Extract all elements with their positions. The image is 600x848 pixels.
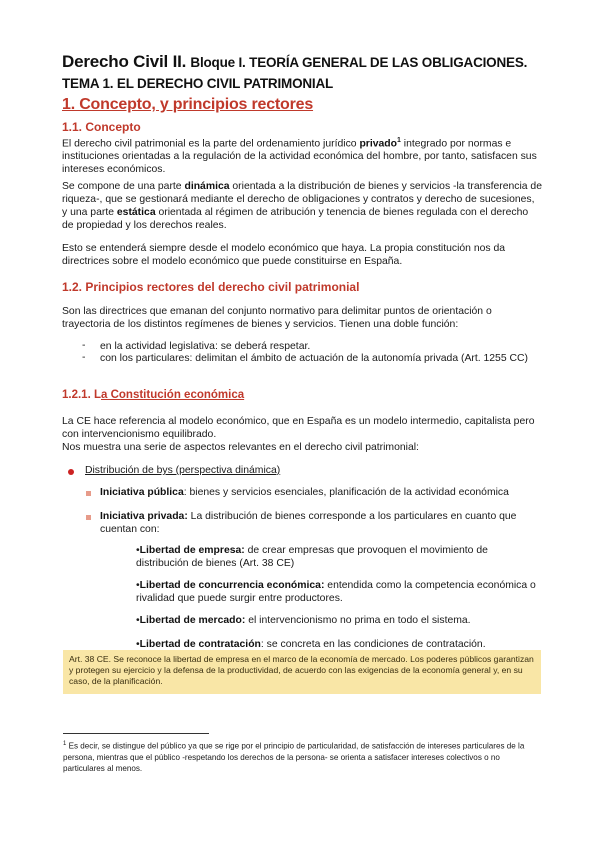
footnote-ref[interactable]: 1: [396, 137, 401, 144]
text-span: : se concreta en las condiciones de contratación.: [260, 639, 486, 650]
iniciativa-privada: [100, 510, 530, 536]
footnote-text: Es decir, se distingue del público ya que se rige por el principio de particularidad, de satisfacción de intereses particulares de la persona, mientras que el público -respetando los derechos de la persona- se orienta a satisfacer intereses colectivos o no particulares al menos.: [63, 741, 525, 773]
document-title: [62, 52, 527, 72]
text-span: el intervencionismo no prima en todo el sistema.: [245, 615, 471, 626]
dash-marker: -: [82, 352, 86, 363]
footnote: [63, 739, 541, 774]
square-marker: [86, 515, 91, 520]
text-span: de crear empresas que provoquen el movimiento de distribución de bienes (Art. 38 CE): [136, 545, 488, 569]
constitucion-heading: [62, 389, 244, 401]
footnote-divider: [63, 733, 209, 734]
text-span: orientada a la distribución de bienes y servicios -la transferencia de riqueza-, que se gestionará mediante el derecho de obligaciones y contratos y derecho de sucesiones, y una parte: [62, 181, 542, 218]
bold-label: Libertad de mercado:: [139, 615, 246, 626]
dash-item-2: con los particulares: delimitan el ámbito de actuación de la autonomía privada (Art. 1255 CC): [100, 353, 528, 364]
bold-term-estatica: estática: [116, 207, 156, 218]
principios-heading: 1.2. Principios rectores del derecho civil patrimonial: [62, 280, 360, 294]
concepto-paragraph-1: [62, 134, 542, 176]
bold-term-privado: privado: [359, 138, 397, 150]
bold-label: Iniciativa pública: [100, 487, 184, 498]
concepto-heading: 1.1. Concepto: [62, 120, 141, 134]
heading-link[interactable]: a Constitución económica: [101, 389, 245, 401]
bold-label: Libertad de contratación: [139, 639, 261, 650]
square-marker: [86, 491, 91, 496]
concepto-paragraph-3: Esto se entenderá siempre desde el modelo económico que haya. La propia constitución nos da directrices sobre el modelo económico que puede constituirse en España.: [62, 243, 506, 267]
block-title: Bloque I. TEORÍA GENERAL DE LAS OBLIGACIONES.: [190, 55, 528, 70]
constitucion-paragraph-2: Nos muestra una serie de aspectos relevantes en el derecho civil patrimonial:: [62, 442, 419, 453]
text-span: : bienes y servicios esenciales, planificación de la actividad económica: [183, 487, 509, 498]
libertad-item: [136, 579, 536, 605]
article-note-box: Art. 38 CE. Se reconoce la libertad de empresa en el marco de la economía de mercado. Los poderes públicos garantizan y protegen su ejercicio y la defensa de la productividad, de acuerdo con las exigencias de la economía general y, en su caso, de la planificación.: [63, 650, 541, 694]
item-marker: •: [136, 545, 140, 556]
text-span: Se compone de una parte: [62, 181, 185, 192]
item-marker: •: [136, 580, 140, 591]
text-span: El derecho civil patrimonial es la parte del ordenamiento jurídico: [62, 138, 360, 150]
constitucion-paragraph-1: La CE hace referencia al modelo económico, que en España es un modelo intermedio, capitalista pero con intervencionismo equilibrado.: [62, 416, 535, 440]
dash-marker: -: [82, 340, 86, 351]
item-marker: •: [136, 639, 140, 650]
bold-label: Iniciativa privada:: [100, 511, 188, 522]
libertad-item: [136, 614, 536, 627]
text-span: La distribución de bienes corresponde a los particulares en cuanto que cuentan con:: [100, 511, 517, 535]
bold-term-dinamica: dinámica: [184, 181, 230, 192]
tema-title: TEMA 1. EL DERECHO CIVIL PATRIMONIAL: [62, 76, 334, 91]
bullet-dot: [68, 469, 74, 475]
footnote-number: 1: [63, 741, 67, 747]
text-span: orientada al régimen de atribución y tenencia de bienes regulada con el derecho de propiedad y los derechos reales.: [62, 207, 529, 231]
principios-paragraph: Son las directrices que emanan del conjunto normativo para delimitar puntos de orientación o trayectoria de los distintos regímenes de bienes y servicios. Tienen una doble función:: [62, 306, 492, 330]
course-title: Derecho Civil II.: [62, 52, 187, 71]
dash-item-1: en la actividad legislativa: se deberá respetar.: [100, 341, 311, 352]
concepto-paragraph-2: [62, 180, 542, 232]
section-title: 1. Concepto, y principios rectores: [62, 96, 314, 113]
bullet-distribucion: Distribución de bys (perspectiva dinámica): [85, 465, 281, 476]
text-span: entendida como la competencia económica o rivalidad que puede surgir entre productores.: [136, 580, 536, 604]
text-span: integrado por normas e instituciones orientadas a la regulación de la actividad económica del hombre, por tanto, satisfacen sus intereses económicos.: [62, 138, 537, 176]
libertad-item: [136, 544, 536, 570]
item-marker: •: [136, 615, 140, 626]
iniciativa-publica: [100, 486, 540, 499]
heading-number: 1.2.1. L: [62, 389, 101, 401]
bold-label: Libertad de concurrencia económica:: [139, 580, 325, 591]
bold-label: Libertad de empresa:: [139, 545, 245, 556]
